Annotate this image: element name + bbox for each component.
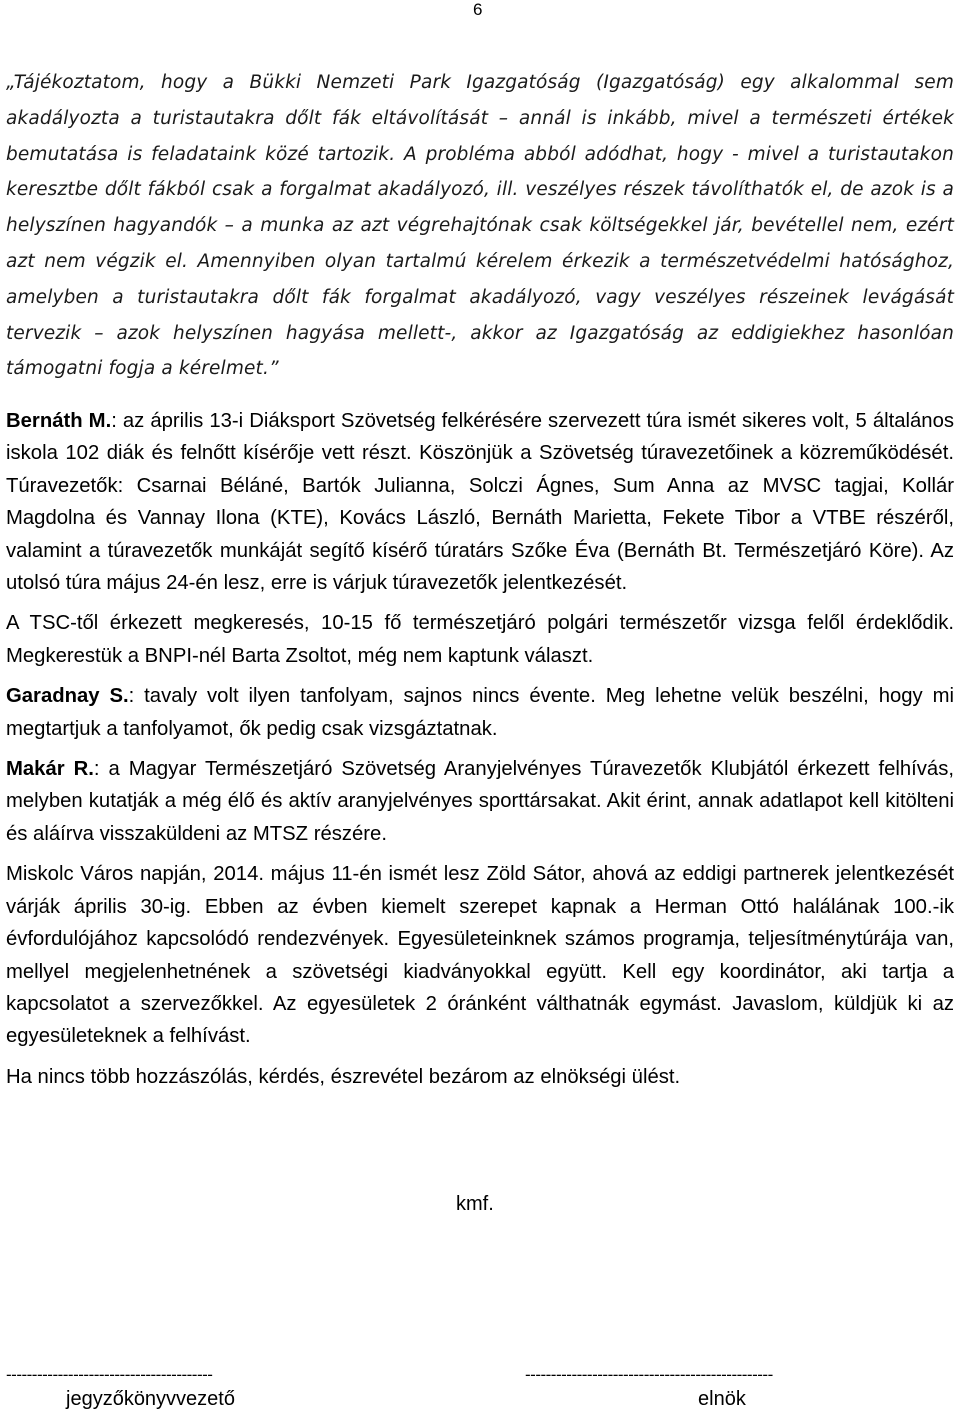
page-number: 6 <box>473 0 483 19</box>
signature-label-recorder: jegyzőkönyvvezető <box>66 1388 235 1410</box>
speaker-name: Makár R. <box>6 758 94 781</box>
speaker-name: Garadnay S. <box>6 685 129 708</box>
paragraph-garadnay <box>6 680 954 745</box>
paragraph-text: : tavaly volt ilyen tanfolyam, sajnos nincs évente. Meg lehetne velük beszélni, hogy mi megtartjuk a tanfolyamot, ők pedig csak vizsgáztatnak. <box>6 685 954 740</box>
paragraph-text: Ha nincs több hozzászólás, kérdés, észrevétel bezárom az elnökségi ülést. <box>6 1065 681 1088</box>
signature-label-president: elnök <box>698 1388 746 1410</box>
paragraph-closing <box>6 1061 954 1093</box>
paragraph-text: : az április 13-i Diáksport Szövetség felkérésére szervezett túra ismét sikeres volt, 5 általános iskola 102 diák és felnőtt kísérője vett részt. Köszönjük a Szövetség túravezetőinek a közreműködését. Túravezetők: Csarnai Béláné, Bartók Julianna, Solczi Ágnes, Sum Anna az MVSC tagjai, Kollár Magdolna és Vannay Ilona (KTE), Kovács László, Bernáth Marietta, Fekete Tibor a VTBE részéről, valamint a túravezetők munkáját segítő kísérő túratárs Szőke Éva (Bernáth Bt. Természetjáró Köre). Az utolsó túra május 24-én lesz, erre is várjuk túravezetők jelentkezését. <box>6 410 954 595</box>
paragraph-text: : a Magyar Természetjáró Szövetség Aranyjelvényes Túravezetők Klubjától érkezett felhívás, melyben kutatják a még élő és aktív aranyjelvényes sporttársakat. Akit érint, annak adatlapot kell kitölteni és aláírva visszaküldeni az MTSZ részére. <box>6 758 954 845</box>
signature-line-left: ---------------------------------------- <box>6 1365 213 1384</box>
speaker-name: Bernáth M. <box>6 410 112 432</box>
quoted-statement: „Tájékoztatom, hogy a Bükki Nemzeti Park Igazgatóság (Igazgatóság) egy alkalommal sem akadályozta a turistautakra dőlt fák eltávolítását – annál is inkább, mivel a természeti értékek bemutatása is feladataink közé tartozik. A probléma abból adódhat, hogy - mivel a turistautakon keresztbe dőlt fákból csak a forgalmat akadályozó, ill. veszélyes részek távolíthatók el, de azok is a helyszínen hagyandók – a munka az azt végrehajtónak csak költségekkel jár, bevétellel nem, ezért azt nem végzik el. Amennyiben olyan tartalmú kérelem érkezik a természetvédelmi hatósághoz, amelyben a turistautakra dőlt fák forgalmat akadályozó, vagy veszélyes részeinek levágását tervezik – azok helyszínen hagyása mellett-, akkor az Igazgatóság az eddigiekhez hasonlóan támogatni fogja a kérelmet.” <box>6 72 954 380</box>
paragraph-text: Miskolc Város napján, 2014. május 11-én ismét lesz Zöld Sátor, ahová az eddigi partnerek jelentkezését várják április 30-ig. Ebben az évben kiemelt szerepet kapnak a Herman Ottó halálának 100.-ik évfordulójához kapcsolódó rendezvények. Egyesületeinknek számos programja, teljesítménytúrája van, mellyel megjelenhetnének a szövetségi kiadványokkal együtt. Kell egy koordinátor, aki tartja a kapcsolatot a szervezőkkel. Az egyesületek 2 óránként válthatnák egymást. Javaslom, küldjük ki az egyesületeknek a felhívást. <box>6 863 954 1048</box>
paragraph-miskolc <box>6 858 954 1052</box>
paragraph-makar <box>6 753 954 850</box>
paragraph-tsc <box>6 607 954 672</box>
paragraph-bernath <box>6 405 954 599</box>
minutes-body <box>6 405 954 1101</box>
kmf-label: kmf. <box>456 1193 494 1215</box>
paragraph-text: A TSC-től érkezett megkeresés, 10-15 fő természetjáró polgári természetőr vizsga felől érdeklődik. Megkerestük a BNPI-nél Barta Zsoltot, még nem kaptunk választ. <box>6 612 954 667</box>
signature-line-right: ------------------------------------------------ <box>525 1365 773 1384</box>
